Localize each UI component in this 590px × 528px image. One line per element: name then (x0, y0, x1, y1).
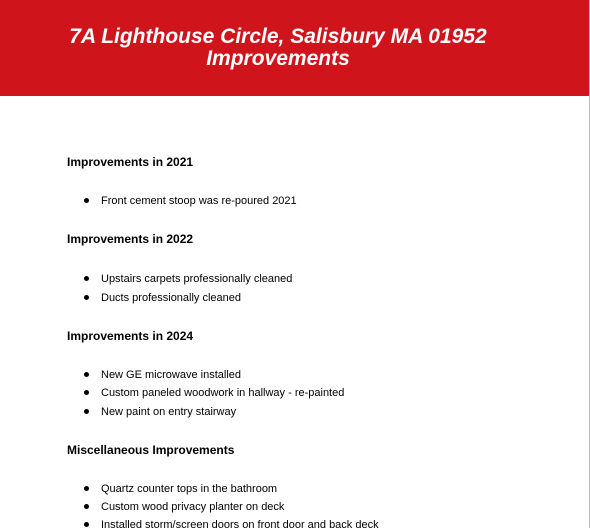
bullet-icon (84, 198, 89, 203)
list-item-text: New GE microwave installed (101, 369, 241, 381)
header-banner (0, 0, 589, 96)
section-heading-2024: Improvements in 2024 (67, 329, 194, 343)
list-item-text: Front cement stoop was re-poured 2021 (101, 195, 297, 207)
bullet-icon (84, 486, 89, 491)
bullet-icon (84, 276, 89, 281)
section-heading-2021: Improvements in 2021 (67, 155, 194, 169)
list-item-text: Upstairs carpets professionally cleaned (101, 273, 293, 285)
list-item-text: Custom wood privacy planter on deck (101, 501, 285, 513)
bullet-icon (84, 409, 89, 414)
property-address-title: 7A Lighthouse Circle, Salisbury MA 01952 (69, 25, 487, 48)
bullet-icon (84, 522, 89, 527)
list-item-text: Quartz counter tops in the bathroom (101, 483, 278, 495)
list-item-text: Ducts professionally cleaned (101, 292, 242, 304)
bullet-icon (84, 504, 89, 509)
section-heading-miscellaneous: Miscellaneous Improvements (67, 443, 235, 457)
bullet-icon (84, 390, 89, 395)
list-item-text: New paint on entry stairway (101, 406, 237, 418)
list-item-text: Installed storm/screen doors on front door and back deck (101, 519, 379, 528)
list-item-text: Custom paneled woodwork in hallway - re-painted (101, 387, 345, 399)
bullet-icon (84, 295, 89, 300)
section-heading-2022: Improvements in 2022 (67, 232, 194, 246)
bullet-icon (84, 372, 89, 377)
improvements-subtitle: Improvements (206, 47, 350, 70)
